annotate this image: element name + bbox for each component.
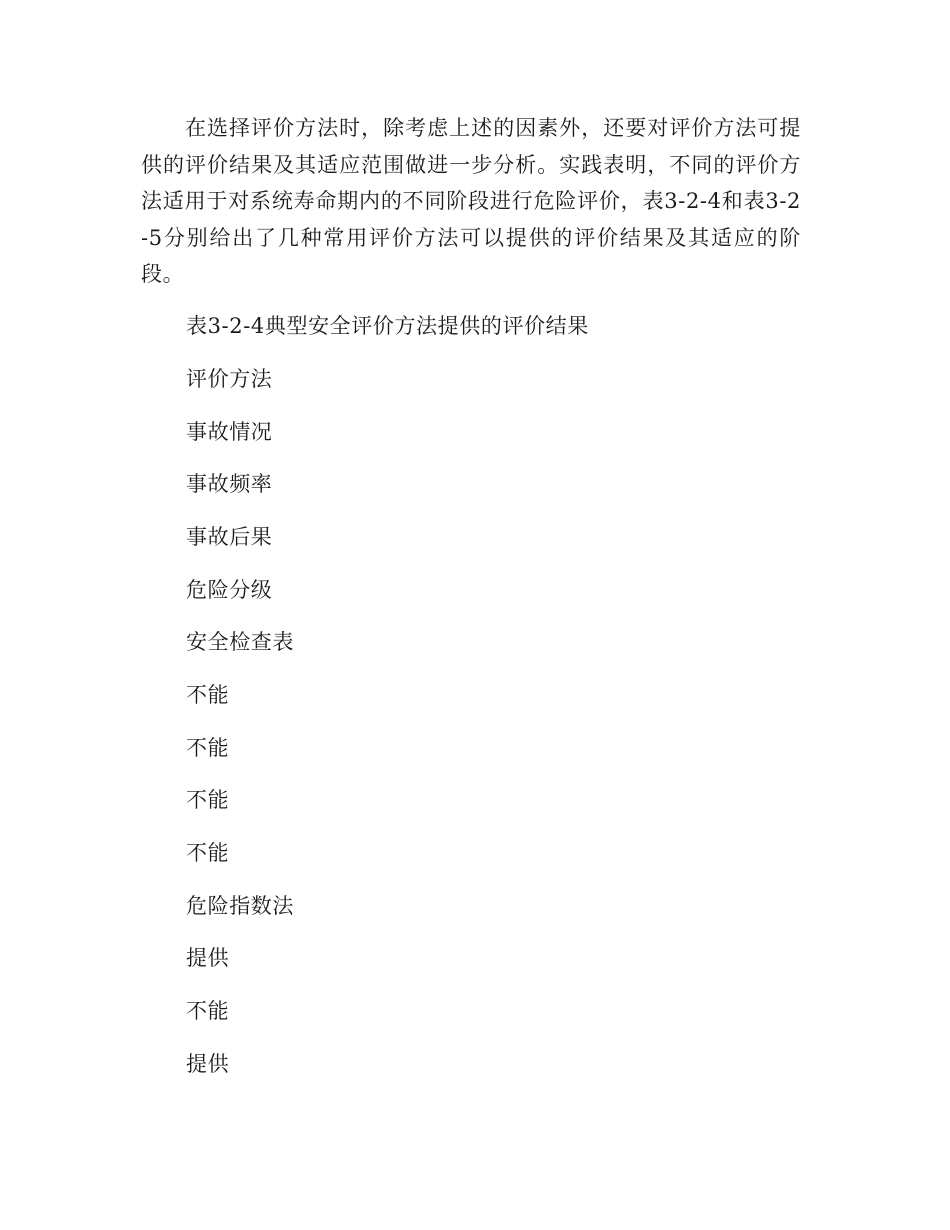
table-cell: 不能 [186,683,230,707]
table-cell: 不能 [186,999,230,1023]
table-caption: 表3-2-4典型安全评价方法提供的评价结果 [186,314,589,338]
table-row-method: 安全检查表 [186,630,294,654]
body-paragraph: 在选择评价方法时，除考虑上述的因素外，还要对评价方法可提供的评价结果及其适应范围做进一步分析。实践表明，不同的评价方法适用于对系统寿命期内的不同阶段进行危险评价，表3-2-4和表3-2-5分别给出了几种常用评价方法可以提供的评价结果及其适应的阶段。 [141,116,801,286]
table-cell: 提供 [186,946,230,970]
table-cell: 不能 [186,841,230,865]
table-row-method: 危险指数法 [186,894,294,918]
table-header-method: 评价方法 [186,367,273,391]
table-header-risk-level: 危险分级 [186,578,273,602]
table-header-consequence: 事故后果 [186,525,273,549]
table-header-accident: 事故情况 [186,420,273,444]
table-cell: 不能 [186,736,230,760]
table-cell: 提供 [186,1052,230,1076]
table-cell: 不能 [186,788,230,812]
table-header-frequency: 事故频率 [186,472,273,496]
